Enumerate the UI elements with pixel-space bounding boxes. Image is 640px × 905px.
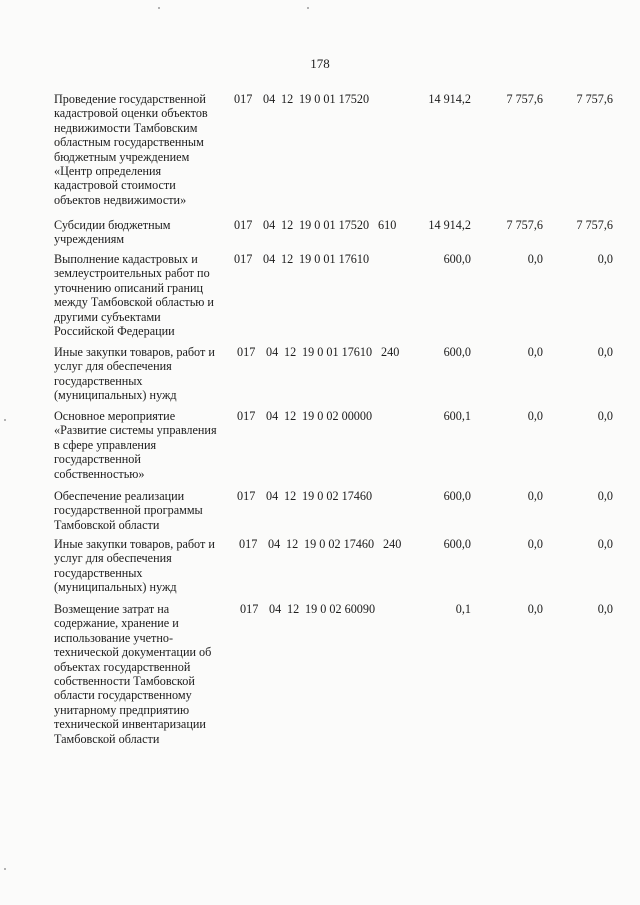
target-article-code: 19 0 01 17610 [299,252,370,266]
scan-speck [4,419,6,421]
subsection-code: 12 [281,252,294,266]
row-name-line: услуг для обеспечения [54,359,172,374]
row-name-line: областным государственным [54,135,204,150]
row-name-line: объектов недвижимости» [54,192,187,207]
amount-year-1: 600,0 [443,489,471,503]
ministry-code: 017 [237,345,256,359]
amount-year-1: 0,1 [455,602,471,616]
amount-year-1: 600,1 [443,409,471,423]
row-name-line: другими субъектами [54,309,161,324]
row-name-line: технической инвентаризации [54,717,206,732]
row-name-line: (муниципальных) нужд [54,388,177,403]
expense-type-code: 240 [381,345,400,359]
section-code: 04 [263,92,276,106]
expense-type-code: 240 [383,537,402,551]
subsection-code: 12 [287,602,300,616]
section-code: 04 [263,252,276,266]
row-name-line: объектах государственной [54,659,191,674]
row-name-line: унитарному предприятию [54,702,190,717]
row-name-line: землеустроительных работ по [54,266,210,281]
row-name-line: кадастровой оценки объектов [54,106,208,121]
target-article-code: 19 0 02 17460 [302,489,373,503]
row-name-line: Иные закупки товаров, работ и [54,345,215,359]
row-name-line: Возмещение затрат на [54,602,170,616]
amount-year-3: 7 757,6 [576,218,613,232]
row-name-line: использование учетно- [54,630,174,645]
section-code: 04 [263,218,276,232]
amount-year-2: 0,0 [527,409,543,423]
subsection-code: 12 [284,345,297,359]
amount-year-3: 0,0 [597,602,613,616]
amount-year-1: 14 914,2 [428,218,471,232]
row-name-line: (муниципальных) нужд [54,580,177,595]
row-name-line: государственной [54,452,141,467]
subsection-code: 12 [286,537,299,551]
ministry-code: 017 [237,489,256,503]
row-name-line: Проведение государственной [54,92,206,106]
ministry-code: 017 [234,92,253,106]
section-code: 04 [266,409,279,423]
row-name [54,537,232,595]
target-article-code: 19 0 01 17610 [302,345,373,359]
expense-type-code: 610 [378,218,397,232]
section-code: 04 [266,345,279,359]
row-name-line: содержание, хранение и [54,616,179,631]
row-name-line: Тамбовской области [54,731,160,746]
amount-year-2: 0,0 [527,537,543,551]
amount-year-3: 0,0 [597,537,613,551]
amount-year-3: 0,0 [597,252,613,266]
ministry-code: 017 [240,602,259,616]
row-name-line: государственных [54,373,143,388]
subsection-code: 12 [281,218,294,232]
ministry-code: 017 [234,252,253,266]
page-number: 178 [310,56,330,71]
row-name-line: Российской Федерации [54,324,175,339]
row-name [54,489,232,532]
row-name-line: Тамбовской области [54,517,160,532]
row-name [54,252,232,338]
scan-speck [4,868,6,870]
amount-year-1: 600,0 [443,537,471,551]
amount-year-1: 600,0 [443,345,471,359]
scan-speck [307,7,309,9]
row-name-line: области государственному [54,688,192,703]
row-name-line: государственной программы [54,503,203,518]
ministry-code: 017 [239,537,258,551]
row-name-line: Выполнение кадастровых и [54,252,198,266]
row-name-line: Основное мероприятие [54,409,176,423]
subsection-code: 12 [281,92,294,106]
row-name-line: Иные закупки товаров, работ и [54,537,215,551]
amount-year-2: 7 757,6 [506,92,543,106]
row-name [54,218,232,247]
target-article-code: 19 0 01 17520 [299,92,370,106]
row-name-line: Обеспечение реализации [54,489,185,503]
row-name-line: услуг для обеспечения [54,551,172,566]
row-name-line: бюджетным учреждением [54,149,190,164]
row-name-line: «Центр определения [54,164,162,179]
amount-year-3: 7 757,6 [576,92,613,106]
scan-speck [158,7,160,9]
row-name-line: кадастровой стоимости [54,178,176,193]
row-name [54,345,232,403]
row-name-line: в сфере управления [54,437,157,452]
amount-year-2: 0,0 [527,489,543,503]
amount-year-2: 7 757,6 [506,218,543,232]
amount-year-3: 0,0 [597,489,613,503]
row-name-line: уточнению описаний границ [54,280,204,295]
amount-year-3: 0,0 [597,409,613,423]
row-name-line: собственности Тамбовской [54,674,195,689]
target-article-code: 19 0 02 00000 [302,409,373,423]
row-name [54,92,232,207]
section-code: 04 [269,602,282,616]
target-article-code: 19 0 02 60090 [305,602,376,616]
amount-year-3: 0,0 [597,345,613,359]
row-name-line: между Тамбовской областью и [54,295,214,310]
section-code: 04 [268,537,281,551]
ministry-code: 017 [234,218,253,232]
row-name-line: учреждениям [54,232,125,247]
subsection-code: 12 [284,409,297,423]
ministry-code: 017 [237,409,256,423]
row-name [54,602,232,746]
row-name-line: государственных [54,565,143,580]
row-name [54,409,232,481]
target-article-code: 19 0 01 17520 [299,218,370,232]
amount-year-2: 0,0 [527,252,543,266]
amount-year-2: 0,0 [527,345,543,359]
section-code: 04 [266,489,279,503]
amount-year-1: 14 914,2 [428,92,471,106]
amount-year-1: 600,0 [443,252,471,266]
row-name-line: технической документации об [54,645,212,660]
amount-year-2: 0,0 [527,602,543,616]
target-article-code: 19 0 02 17460 [304,537,375,551]
row-name-line: собственностью» [54,466,145,481]
row-name-line: Субсидии бюджетным [54,218,171,232]
row-name-line: недвижимости Тамбовским [54,120,198,135]
subsection-code: 12 [284,489,297,503]
row-name-line: «Развитие системы управления [54,423,217,438]
